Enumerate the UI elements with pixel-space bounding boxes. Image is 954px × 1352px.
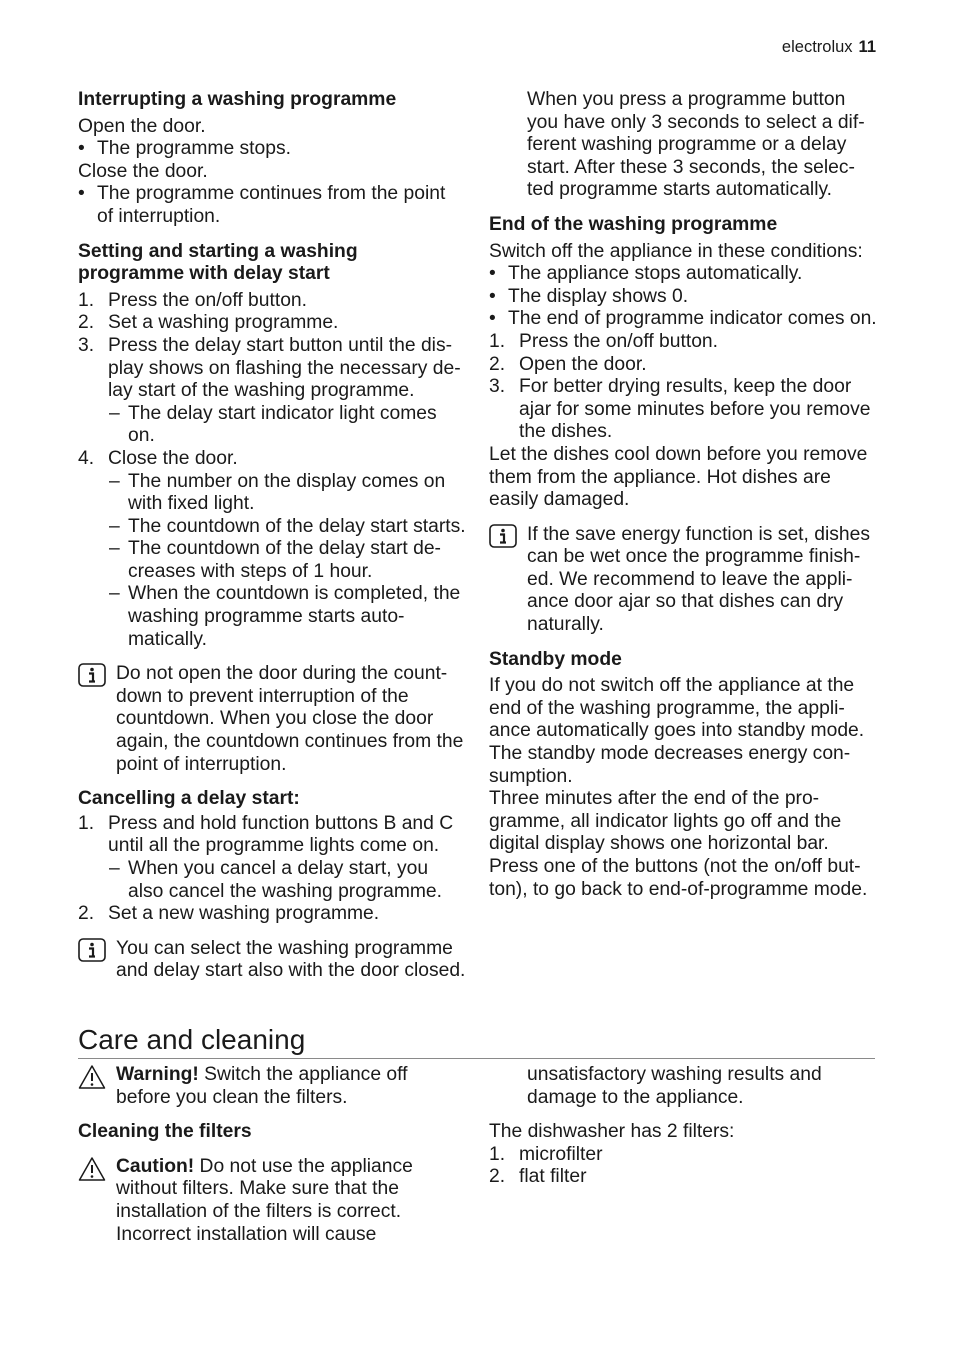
info-note: Do not open the door during the count-down to prevent interruption of the countdown. When you close the door again, the countdown continues from the point of interruption. bbox=[78, 663, 466, 776]
list-item: 2. Set a washing programme. bbox=[78, 312, 339, 334]
bullet-item: • The end of programme indicator comes on. bbox=[489, 308, 877, 331]
warning-note: Warning! Switch the appliance off before you clean the filters. bbox=[78, 1064, 466, 1109]
list-item: 1. Press and hold function buttons B and C until all the programme lights come on. bbox=[78, 812, 454, 857]
care-left-column bbox=[78, 1064, 466, 1246]
left-column bbox=[78, 89, 466, 983]
list-item: 3. For better drying results, keep the door ajar for some minutes before you remove the dishes. bbox=[489, 376, 871, 443]
text-filters-intro: The dishwasher has 2 filters: bbox=[489, 1121, 735, 1143]
sub-list-item: – The number on the display comes on with fixed light. bbox=[109, 470, 446, 515]
list-item: 1. Press the on/off button. bbox=[489, 330, 719, 352]
warning-triangle-icon bbox=[78, 1064, 106, 1090]
caution-continuation: unsatisfactory washing results and damage to the appliance. bbox=[527, 1064, 822, 1108]
info-note: You can select the washing programme and delay start also with the door closed. bbox=[78, 938, 466, 983]
sub-list-item: – When you cancel a delay start, you also cancel the washing programme. bbox=[109, 858, 443, 902]
heading-standby: Standby mode bbox=[489, 648, 622, 670]
heading-interrupting: Interrupting a washing programme bbox=[78, 89, 397, 110]
list-item: 2. Set a new washing programme. bbox=[78, 903, 380, 925]
list-item: 2. flat filter bbox=[489, 1166, 587, 1188]
list-item: 4. Close the door. bbox=[78, 447, 238, 469]
bullet-item: • The display shows 0. bbox=[489, 286, 877, 309]
heading-cancel-delay: Cancelling a delay start: bbox=[78, 788, 300, 810]
caution-label: Caution! bbox=[116, 1155, 195, 1177]
sub-list-item: – The countdown of the delay start starts. bbox=[109, 515, 466, 537]
section-title-care: Care and cleaning bbox=[78, 1023, 875, 1059]
warning-triangle-icon bbox=[78, 1156, 106, 1182]
bullet-item: • The programme continues from the point of interruption. bbox=[78, 183, 466, 228]
text-standby-2: Three minutes after the end of the pro-gramme, all indicator lights go off and the digital display shows one horizontal bar. Press one of the buttons (not the on/off but-ton), to go back to end-of-programme mode. bbox=[489, 788, 868, 900]
info-icon bbox=[78, 663, 106, 687]
page-number: 11 bbox=[858, 38, 876, 56]
list-item: 1. Press the on/off button. bbox=[78, 289, 308, 311]
text-close-door: Close the door. bbox=[78, 160, 208, 182]
list-item: 1. microfilter bbox=[489, 1143, 603, 1165]
sub-list-item: – The countdown of the delay start de-creases with steps of 1 hour. bbox=[109, 538, 441, 582]
note-continuation: When you press a programme button you have only 3 seconds to select a dif-ferent washing programme or a delay start. After these 3 seconds, the selec-ted programme starts automatically. bbox=[527, 89, 865, 201]
heading-end-of-programme: End of the washing programme bbox=[489, 213, 778, 235]
text-cool-down: Let the dishes cool down before you remove them from the appliance. Hot dishes are easily damaged. bbox=[489, 443, 868, 511]
heading-cleaning-filters: Cleaning the filters bbox=[78, 1121, 252, 1143]
list-item: 3. Press the delay start button until the dis-play shows on flashing the necessary de-lay start of the washing programme. bbox=[78, 334, 461, 402]
text-open-door: Open the door. bbox=[78, 115, 206, 137]
info-icon bbox=[78, 938, 106, 962]
bullet-item: • The programme stops. bbox=[78, 138, 466, 161]
caution-note: Caution! Do not use the appliance without filters. Make sure that the installation of the filters is correct. Incorrect installation will cause bbox=[78, 1156, 466, 1246]
page-header bbox=[782, 36, 876, 59]
sub-list-item: – The delay start indicator light comes on. bbox=[109, 402, 437, 447]
text-intro: Switch off the appliance in these conditions: bbox=[489, 240, 863, 262]
info-note: If the save energy function is set, dishes can be wet once the programme finish-ed. We recommend to leave the appli-ance door ajar so that dishes can dry naturally. bbox=[489, 524, 877, 637]
care-right-column bbox=[489, 1064, 877, 1189]
brand-name: electrolux bbox=[781, 38, 853, 56]
warning-label: Warning! bbox=[116, 1064, 199, 1085]
heading-delay-start: Setting and starting a washing programme with delay start bbox=[78, 240, 358, 285]
bullet-item: • The appliance stops automatically. bbox=[489, 263, 877, 286]
text-standby-1: If you do not switch off the appliance at the end of the washing programme, the appli-ance automatically goes into standby mode. The standby mode decreases energy con-sumption. bbox=[489, 675, 865, 787]
info-icon bbox=[489, 524, 517, 548]
right-column bbox=[489, 89, 877, 901]
list-item: 2. Open the door. bbox=[489, 353, 647, 375]
sub-list-item: – When the countdown is completed, the washing programme starts auto-matically. bbox=[109, 583, 461, 650]
